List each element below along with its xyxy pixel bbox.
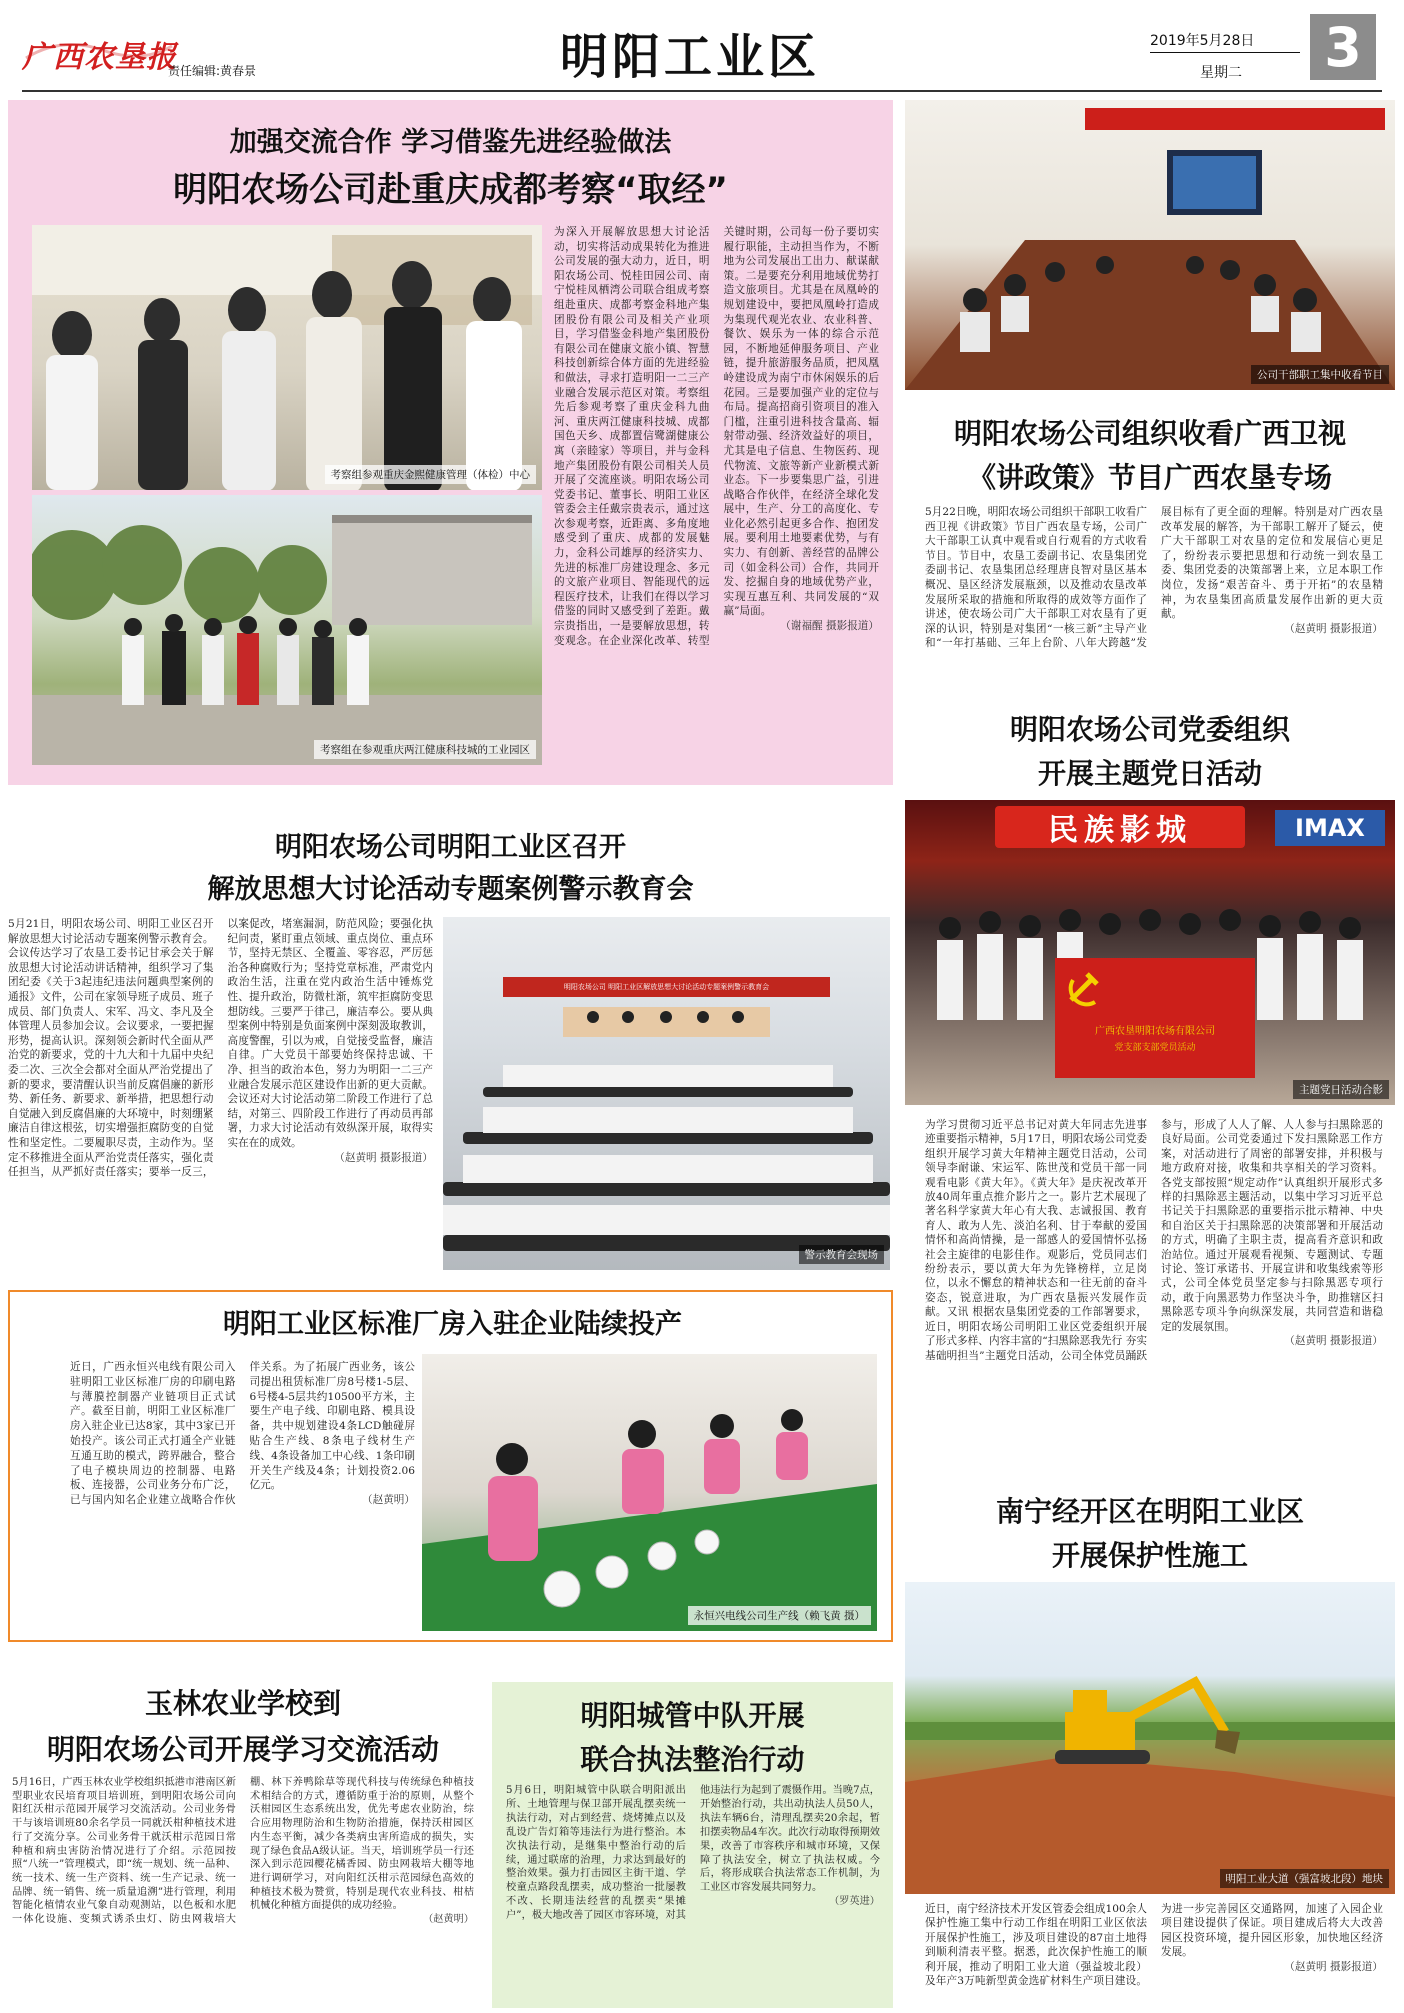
article1-photo1-caption: 考察组参观重庆金熙健康管理（体检）中心 xyxy=(325,465,537,484)
logo-text: 广西农垦报 xyxy=(22,40,177,75)
article8-photo-excavator xyxy=(905,1582,1395,1894)
article4-title-line2: 解放思想大讨论活动专题案例警示教育会 xyxy=(207,874,694,905)
article6-title-line1: 玉林农业学校到 xyxy=(144,1687,341,1720)
meeting-hall-illustration xyxy=(443,917,890,1270)
date-divider xyxy=(1150,52,1300,53)
article3-photo-group xyxy=(905,800,1395,1105)
article7-byline: （罗英进） xyxy=(829,1896,880,1908)
article-protective-construction xyxy=(905,1490,1395,2008)
article3-title-line2: 开展主题党日活动 xyxy=(1037,757,1262,790)
article2-photo-viewing-session xyxy=(905,100,1395,390)
article5-byline: （赵黄明） xyxy=(362,1494,415,1507)
article5-photo-production-line xyxy=(422,1354,877,1631)
article1-photo-health-center xyxy=(32,225,542,490)
article4-photo-meeting xyxy=(443,917,890,1270)
article1-photo-industrial-park xyxy=(32,495,542,765)
article1-body-text: 为深入开展解放思想大讨论活动，切实将活动成果转化为推进公司发展的强大动力，近日，明阳农场公司、悦桂田园公司、南宁悦桂凤栖湾公司联合组成考察组赴重庆、成都考察金科地产集团股份有限公司及相关产业项目，学习借鉴金科地产集团股份有限公司在健康文旅小镇、智慧科技创新综合体方面的先进经验和做法，寻求打造明阳一二三产业融合发展示范区对策。考察组先后参观考察了重庆金科九曲河、重庆两江健康科技城、成都国色天乡、成都置信鹭湖健康公寓（亲睦家）等项目，并与金科地产集团股份有限公司相关人员开展了交流座谈。明阳农场公司党委书记、董事长、明阳工业区管委会主任戴宗贵表示，通过这次参观考察，近距离、多角度地感受到了重庆、成都的发展魅力，金科公司雄厚的经济实力、先进的标准厂房建设理念、多元的文旅产业项目、智能现代的远程医疗技术，让我们在得以学习借鉴的同时又感受到了差距。戴宗贵指出，一是要解放思想，转变观念。在企业深化改革、转型关键时期，公司每一份子要切实履行职能，主动担当作为，不断地为公司发展出工出力、献谋献策。二是要充分利用地域优势打造文旅项目。尤其是在凤凰岭的规划建设中，要把凤凰岭打造成为集现代观光农业、农业科普、餐饮、娱乐为一体的综合示范园，不断地延伸服务项目、产业链，提升旅游服务品质，把凤凰岭建设成为南宁市休闲娱乐的后花园。三是要加强产业的定位与布局。提高招商引资项目的准入门槛，注重引进科技含量高、辐射带动强、经济效益好的项目，尤其是电子信息、生物医药、现代物流、文旅等新产业新模式新业态。下一步要集思广益，引进战略合作伙伴，在经济全球化发展中，生产、分工的高度化、专业化必然引起更多合作、抱团发展。要利用土地要素优势，与有实力、有创新、善经营的品牌公司（如金科公司）合作，共同开发、挖掘自身的地域优势产业，实现互惠互利、共同发展的“双赢”局面。 xyxy=(554,226,879,647)
article2-byline: （赵黄明 摄影报道） xyxy=(1284,622,1383,635)
article6-body-text: 5月16日，广西玉林农业学校组织抵港市港南区新型职业农民培育项目培训班，到明阳农场公司向阳红沃柑示范园开展学习交流活动。公司业务骨干与该培训班80余名学员一同就沃柑种植技术进行了交流分享。公司业务骨干就沃柑示范园日常种植和病虫害防治情况进行了介绍。示范园按照“八统一”管理模式，即“统一规划、统一品种、统一技术、统一生产资料、统一生产记录、统一品牌、统一销售、统一质量追溯”进行管理，利用智能化植情农业气象自动观测站，以色板和水肥一体化设施、变频式诱杀虫灯、防虫网栽培大棚、林下养鸭除草等现代科技与传统绿色种植技术相结合的方式，遵循防重于治的原则，从整个沃柑园区生态系统出发，优先考虑农业防治，综合应用物理防治和生物防治措施，保持沃柑园区内生态平衡，减少各类病虫害所造成的损失，实现了绿色食品A级认证。当天，培训班学员一行还深入到示范园樱花橘香园、防虫网栽培大棚等地进行调研学习，对向阳红沃柑示范园绿色高效的种植技术极为赞赏，特别是现代农业科技、柑桔机械化种植方面提供的成功经验。 xyxy=(12,1777,474,1926)
article7-title-line1: 明阳城管中队开展 xyxy=(580,1699,805,1732)
article3-photo-caption: 主题党日活动合影 xyxy=(1293,1080,1389,1099)
article1-byline: （谢福醒 摄影报道） xyxy=(780,620,879,633)
article1-kicker: 加强交流合作 学习借鉴先进经验做法 xyxy=(229,127,672,158)
masthead-rule xyxy=(22,90,1382,92)
article-joint-enforcement xyxy=(492,1682,893,2008)
article6-byline: （赵黄明） xyxy=(423,1914,474,1926)
meeting-room-illustration xyxy=(905,100,1395,390)
group-visitors-illustration xyxy=(32,225,542,490)
article5-body xyxy=(70,1360,415,1630)
article4-body-text: 5月21日，明阳农场公司、明阳工业区召开解放思想大讨论活动专题案例警示教育会。会议传达学习了农垦工委书记甘承会关于解放思想大讨论活动讲话精神，组织学习了集团纪委《关于3起违纪违法问题典型案例的通报》文件，公司在家领导班子成员、班子成员、部门负责人、宋军、冯文、李凡及全体管理人员参加会议。会议要求，一要把握形势，提高认识。深刻领会新时代全面从严治党的新要求，党的十九大和十九届中央纪委二次、三次全会都对全面从严治党提出了新的要求，要清醒认识当前反腐倡廉的新形势、新任务、新要求、新举措，把思想行动自觉融入到反腐倡廉的大环境中，时刻绷紧廉洁自律这根弦，切实增强拒腐防变的自觉性和坚定性。二要履职尽责，主动作为。坚定不移推进全面从严治党责任落实，强化责任担当，从严抓好责任落实；要举一反三，以案促改，堵塞漏洞，防范风险；要强化执纪问责，紧盯重点领域、重点岗位、重点环节，坚持无禁区、全覆盖、零容忍，严厉惩治各种腐败行为；坚持党章标准，严肃党内政治生活，注重在党内政治生活中锤炼党性、提升政治，防微杜渐，筑牢拒腐防变思想防线。三要严于律己，廉洁奉公。要从典型案例中特别是负面案例中深刻汲取教训，高度警醒，引以为戒，自觉接受监督，廉洁自律。广大党员干部要始终保持忠诚、干净、担当的政治本色，努力为明阳一二三产业融合发展示范区建设作出新的更大贡献。会议还对大讨论活动第二阶段工作进行了总结，对第三、四阶段工作进行了再动员再部署，力求大讨论活动有效纵深开展，取得实实在在的成效。 xyxy=(8,918,433,1179)
flag-text-line1: 广西农垦明阳农场有限公司 xyxy=(1095,1026,1215,1037)
party-flag xyxy=(1055,958,1255,1078)
cinema-sign-text: 民族影城 xyxy=(1048,813,1192,848)
masthead xyxy=(0,0,1404,88)
article-warning-education xyxy=(8,825,893,1275)
article4-photo-caption: 警示教育会现场 xyxy=(799,1245,885,1264)
article1-title: 明阳农场公司赴重庆成都考察“取经” xyxy=(173,170,728,210)
article5-body-text: 近日，广西永恒兴电线有限公司入驻明阳工业区标准厂房的印刷电路与薄膜控制器产业链项目正式试产。截至目前，明阳工业区标准厂房入驻企业已达8家，其中3家已开始投产。该公司正式打通全产业链互通互助的模式，跨界融合，整合了电子模块周边的控制器、电路板、连接器，公司业务分布广泛，已与国内知名企业建立战略合作伙伴关系。为了拓展广西业务，该公司提出租赁标准厂房8号楼1-5层、6号楼4-5层共约10500平方米，主要生产电子线、印刷电路、模具设备，共中规划建设4条LCD触碰屏贴合生产线、8条电子线材生产线、4条设备加工中心线、1条印刷开关生产线及4条；计划投资2.06亿元。 xyxy=(70,1361,415,1507)
article-party-day xyxy=(905,708,1395,1468)
article-chongqing-study-tour xyxy=(8,100,893,785)
editor-credit: 责任编辑:黄春景 xyxy=(168,64,257,78)
article4-byline: （赵黄明 摄影报道） xyxy=(334,1151,433,1164)
flag-text-line2: 党支部支部党员活动 xyxy=(1114,1043,1196,1053)
article-factory-production xyxy=(8,1290,893,1642)
article4-body xyxy=(8,917,433,1272)
article3-body-text: 为学习贯彻习近平总书记对黄大年同志先进事迹重要指示精神，5月17日，明阳农场公司党委组织开展学习黄大年精神主题党日活动，公司领导李耐谦、宋运军、陈世茂和党员干部一同观看电影《黄大年》。《黄大年》是庆祝改革开放40周年重点推介影片之一。影片艺术展现了著名科学家黄大年心有大我、志诚报国、教育育人、敢为人先、淡泊名利、甘于奉献的爱国情怀和高尚情操，是一部感人的爱国情怀弘扬社会主旋律的电影佳作。观影后，党员同志们纷纷表示，要以黄大年为先锋榜样，立足岗位，以永不懈怠的精神状态和一往无前的奋斗姿态，锐意进取，为广西农垦振兴发展作贡献。又讯 根据农垦集团党委的工作部署要求，近日，明阳农场公司明阳工业区党委组织开展了形式多样、内容丰富的“扫黑除恶我先行 夯实基础明担当”主题党日活动，公司全体党员踊跃参与，形成了人人了解、人人参与扫黑除恶的良好局面。公司党委通过下发扫黑除恶工作方案，对活动进行了周密的部署安排，并积极与地方政府对接，收集和共享相关的学习资料。各党支部按照“规定动作”认真组织开展形式多样的扫黑除恶主题活动，以集中学习习近平总书记关于扫黑除恶的重要指示批示精神、中央和自治区关于扫黑除恶的决策部署和开展活动的方式，明确了主职主责，提高看齐意识和政治站位。通过开展观看视频、专题测试、专题讨论、签订承诺书、开展宣讲和收集线索等形式，公司全体党员坚定参与扫除黑恶专项行动，敢于向黑恶势力作坚决斗争，助推辖区扫黑除恶专项斗争向纵深发展，共同营造和谐稳定的发展氛围。 xyxy=(925,1119,1383,1362)
article8-byline: （赵黄明 摄影报道） xyxy=(1284,1960,1383,1973)
article3-body xyxy=(925,1118,1383,1466)
newspaper-logo xyxy=(22,28,177,76)
article6-body xyxy=(12,1776,474,2006)
meeting-banner-text: 明阳农场公司 明阳工业区解放思想大讨论活动专题案例警示教育会 xyxy=(563,983,770,991)
article7-body xyxy=(506,1784,880,2004)
hammer-sickle-icon xyxy=(1063,966,1107,1010)
article-policy-broadcast xyxy=(905,100,1395,690)
article8-title-line1: 南宁经开区在明阳工业区 xyxy=(995,1495,1304,1528)
article2-body-text: 5月22日晚，明阳农场公司组织干部职工收看广西卫视《讲政策》节目广西农垦专场，公司广大干部职工认真中观看或自行观看的方式收看节目。节目中，农垦工委副书记、农垦集团党委副书记、农垦集团总经理唐良智对垦区基本概况、垦区经济发展瓶颈，以及推动农垦改革发展所采取的措施和所取得的成效等方面作了讲述，使农场公司广大干部职工对农垦有了更深的认识，特别是对集团“一核三新”主导产业和“一年打基础、三年上台阶、八年大跨越”发展目标有了更全面的理解。特别是对广西农垦改革发展的解答，为干部职工解开了疑云，使广大干部职工对农垦的定位和发展信心更足了，纷纷表示要把思想和行动统一到农垦工委、集团党委的决策部署上来，立足本职工作岗位，发扬“艰苦奋斗、勇于开拓”的农垦精神，为农垦集团高质量发展作出新的更大贡献。 xyxy=(925,506,1383,650)
article7-title-line2: 联合执法整治行动 xyxy=(580,1743,805,1776)
article8-title-line2: 开展保护性施工 xyxy=(1051,1539,1248,1572)
issue-weekday: 星期二 xyxy=(1200,65,1242,81)
article7-body-text: 5月6日，明阳城管中队联合明阳派出所、土地管理与保卫部开展乱摆卖统一执法行动，对占到经营、烧烤摊点以及乱设广告灯箱等违法行为进行整治。本次执法行动，是继集中整治行动的后续，通过联席的治理，力求达到最好的整治效果。强力打击园区主街干道、学校童点路段乱摆卖，成功整治一批屡教不改、长期违法经营的乱摆卖“果摊户”，极大地改善了园区市容环境，对其他违法行为起到了震慑作用。当晚7点，开始整治行动，共出动执法人员50人，执法车辆6台，清理乱摆卖20余起，暂扣摆卖物品4车次。此次行动取得预期效果，改善了市容秩序和城市环境，又保障了执法安全，树立了执法权威。今后，将形成联合执法常态工作机制，为工业区市容发展共同努力。 xyxy=(506,1785,880,1922)
article4-title-line1: 明阳农场公司明阳工业区召开 xyxy=(275,832,626,863)
article5-photo-caption: 永恒兴电线公司生产线（赖飞黄 摄） xyxy=(688,1606,871,1625)
article2-photo-caption: 公司干部职工集中收看节目 xyxy=(1251,365,1389,384)
article2-title-line1: 明阳农场公司组织收看广西卫视 xyxy=(953,417,1346,450)
article-yulin-school-visit xyxy=(8,1682,478,2008)
page-number: 3 xyxy=(1324,15,1362,79)
excavator-illustration xyxy=(905,1582,1395,1894)
article3-title-line1: 明阳农场公司党委组织 xyxy=(1009,713,1290,746)
issue-date: 2019年5月28日 xyxy=(1150,33,1255,49)
article6-title-line2: 明阳农场公司开展学习交流活动 xyxy=(46,1733,439,1766)
section-title: 明阳工业区 xyxy=(559,29,820,85)
page-number-box xyxy=(1310,14,1376,80)
article2-title-line2: 《讲政策》节目广西农垦专场 xyxy=(967,461,1332,494)
article3-byline: （赵黄明 摄影报道） xyxy=(1284,1335,1383,1348)
park-walk-illustration xyxy=(32,495,542,765)
article2-body xyxy=(925,505,1383,685)
article8-photo-caption: 明阳工业大道（强富坡北段）地块 xyxy=(1220,1869,1390,1888)
article1-photo2-caption: 考察组在参观重庆两江健康科技城的工业园区 xyxy=(314,740,536,759)
imax-sign-text: IMAX xyxy=(1295,814,1365,842)
article8-body xyxy=(925,1902,1383,2006)
article5-title: 明阳工业区标准厂房入驻企业陆续投产 xyxy=(223,1309,682,1340)
article1-body xyxy=(554,225,879,773)
factory-workers-illustration xyxy=(422,1354,877,1631)
article8-body-text: 近日，南宁经济技术开发区管委会组成100余人保护性施工集中行动工作组在明阳工业区依法开展保护性施工，涉及项目建设的87亩土地得到顺利清表平整。据悉，此次保护性施工的顺利开展，推动了明阳工业大道（强益坡北段）及年产3万吨新型黄金选矿材料生产项目建设。为进一步完善园区交通路网，加速了入园企业项目建设提供了保证。项目建成后将大大改善园区投资环境，提升园区形象，加快地区经济发展。 xyxy=(925,1903,1383,1988)
